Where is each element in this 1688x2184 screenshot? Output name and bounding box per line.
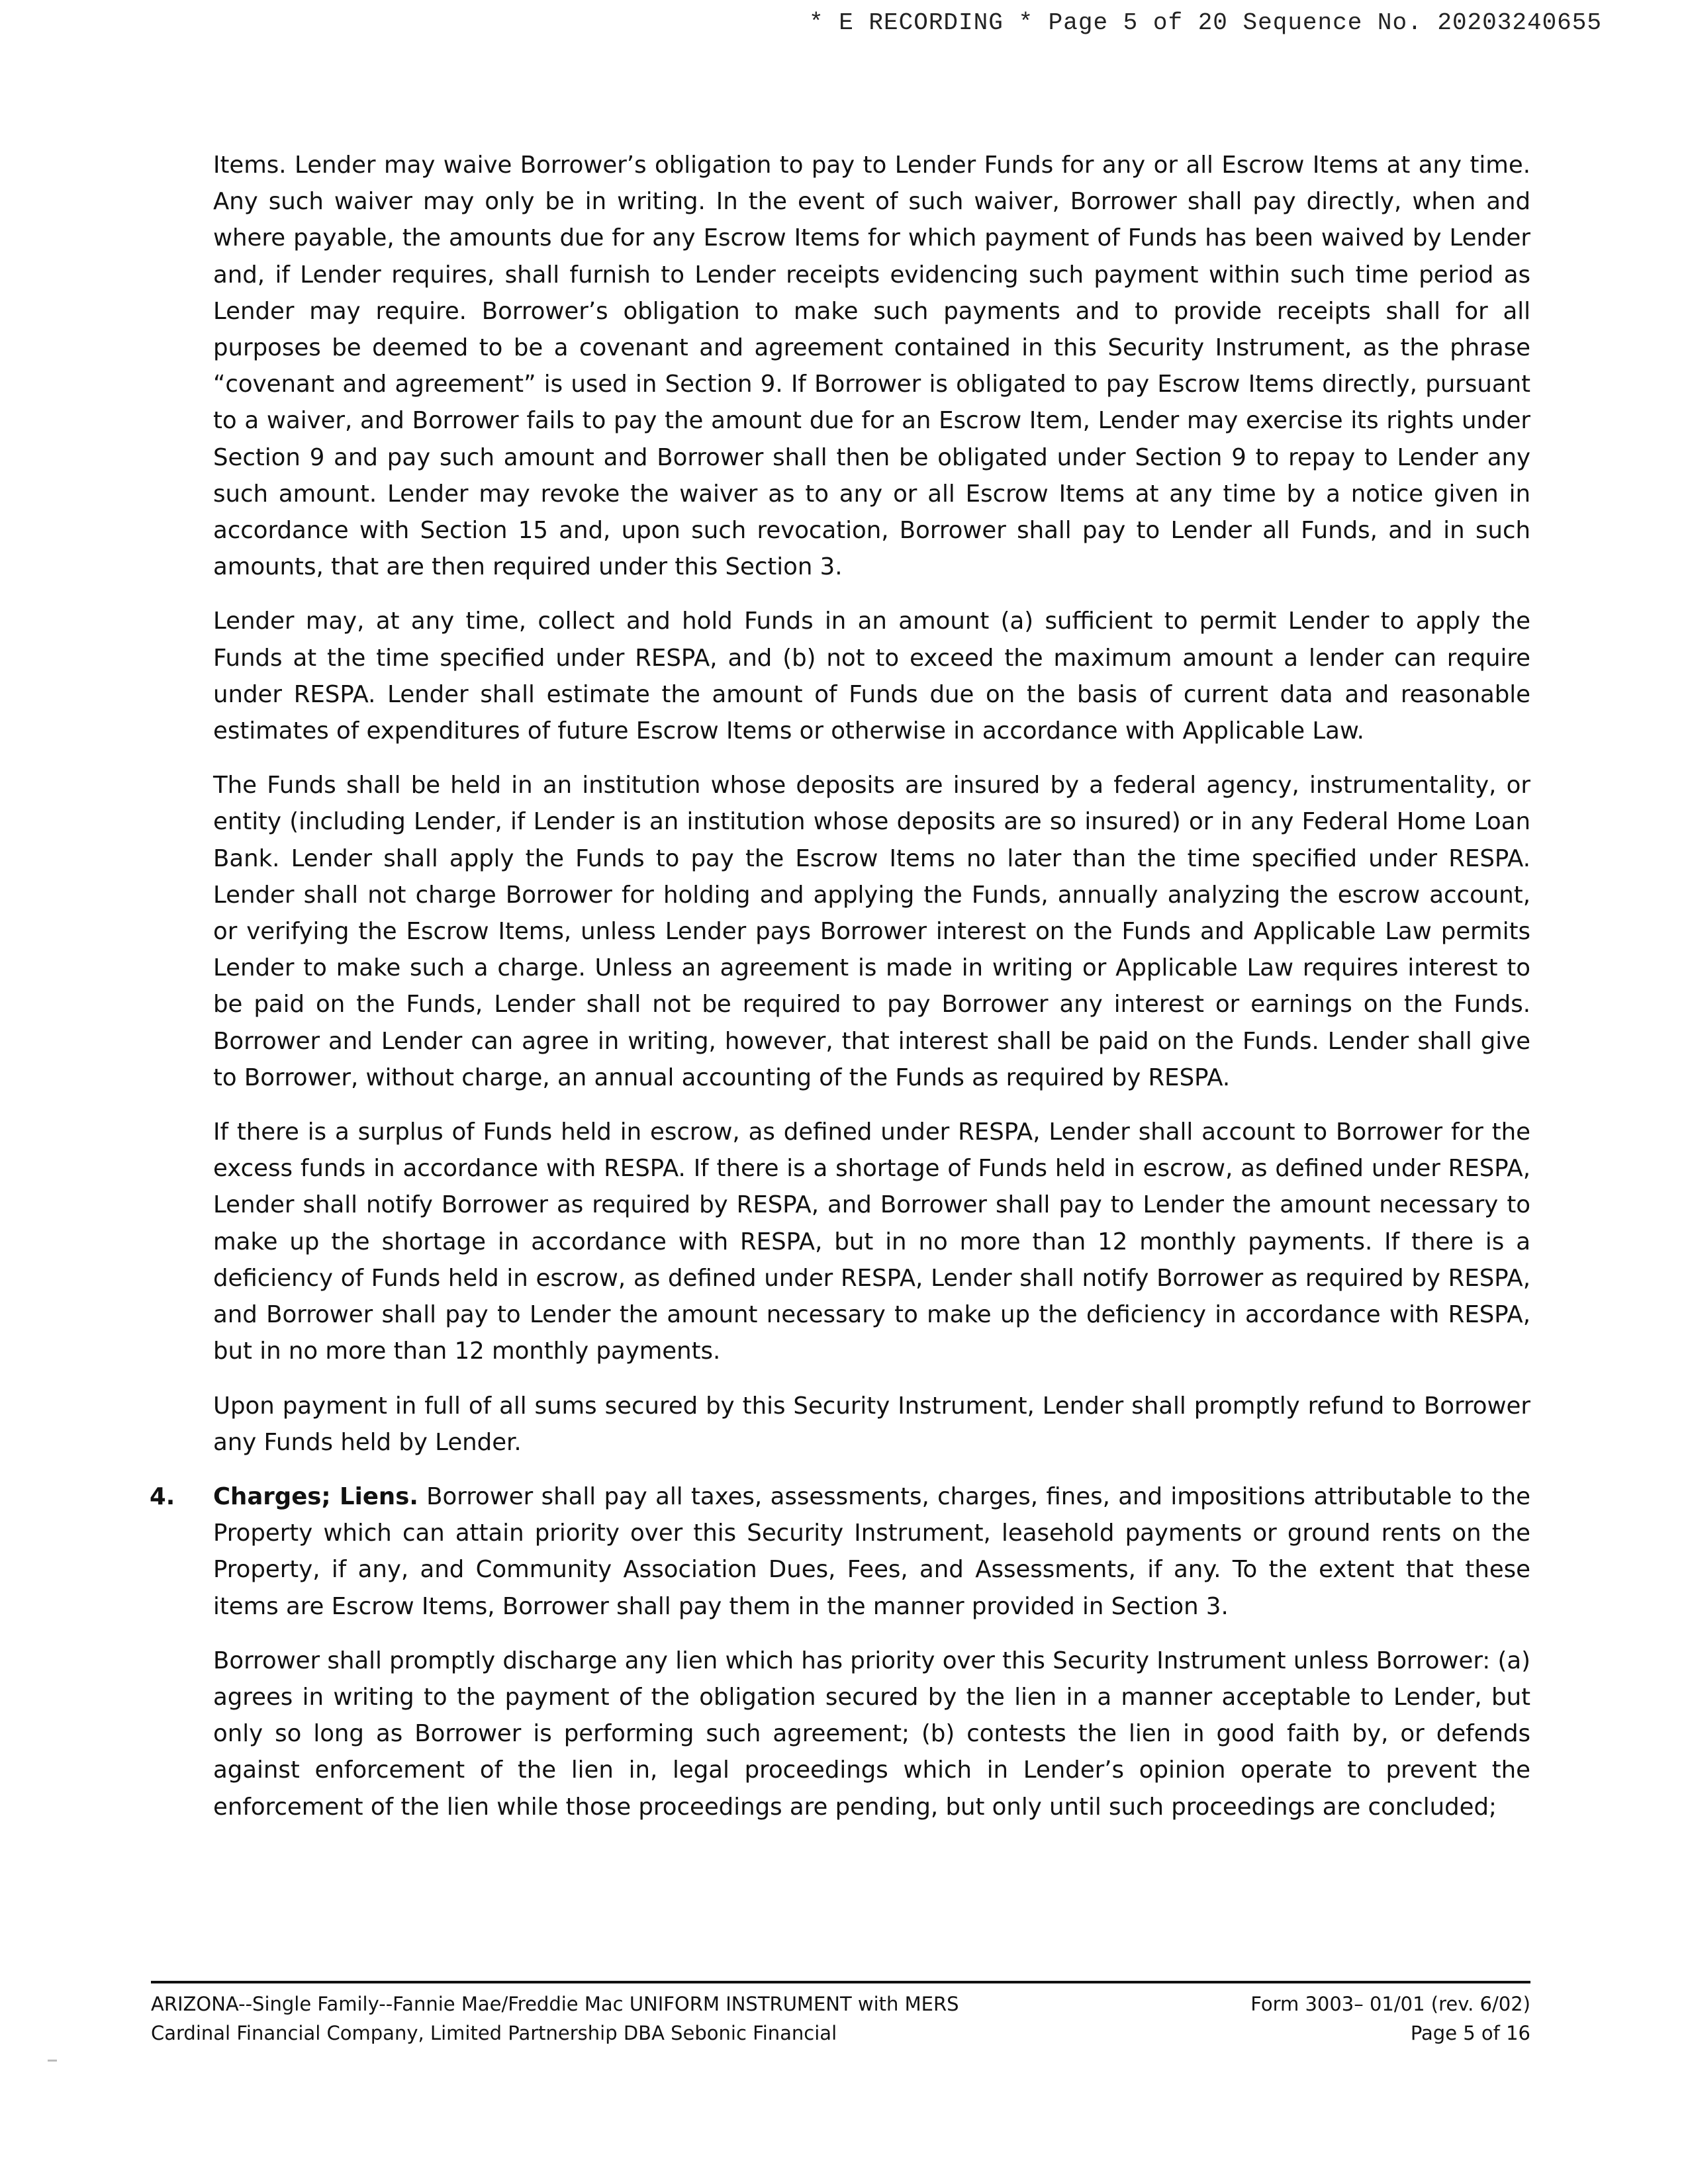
footer-divider xyxy=(151,1981,1530,1983)
footer-form-number: Form 3003– 01/01 (rev. 6/02) xyxy=(1250,1993,1530,2015)
paragraph-funds-held: The Funds shall be held in an institution whose deposits are insured by a federal agency, instrumentality, or entity (including Lender, if Lender is an institution whose deposits are so insured) or in any Federal Home Loan Bank. Lender shall apply the Funds to pay the Escrow Items no later than the time specified under RESPA. Lender shall not charge Borrower for holding and applying the Funds, annually analyzing the escrow account, or verifying the Escrow Items, unless Lender pays Borrower interest on the Funds and Applicable Law permits Lender to make such a charge. Unless an agreement is made in writing or Applicable Law requires interest to be paid on the Funds, Lender shall not be required to pay Borrower any interest or earnings on the Funds. Borrower and Lender can agree in writing, however, that interest shall be paid on the Funds. Lender shall give to Borrower, without charge, an annual accounting of the Funds as required by RESPA. xyxy=(213,772,1530,1091)
section-4-charges-liens xyxy=(150,1479,1530,1625)
footer-page-number: Page 5 of 16 xyxy=(1410,2022,1530,2044)
page-footer xyxy=(151,1989,1530,2048)
paragraph-escrow-waiver: Items. Lender may waive Borrower’s obligation to pay to Lender Funds for any or all Escrow Items at any time. Any such waiver may only be in writing. In the event of such waiver, Borrower shall pay directly, when and where payable, the amounts due for any Escrow Items for which payment of Funds has been waived by Lender and, if Lender requires, shall furnish to Lender receipts evidencing such payment within such time period as Lender may require. Borrower’s obligation to make such payments and to provide receipts shall for all purposes be deemed to be a covenant and agreement contained in this Security Instrument, as the phrase “covenant and agreement” is used in Section 9. If Borrower is obligated to pay Escrow Items directly, pursuant to a waiver, and Borrower fails to pay the amount due for an Escrow Item, Lender may exercise its rights under Section 9 and pay such amount and Borrower shall then be obligated under Section 9 to repay to Lender any such amount. Lender may revoke the waiver as to any or all Escrow Items at any time by a notice given in accordance with Section 15 and, upon such revocation, Borrower shall pay to Lender all Funds, and in such amounts, that are then required under this Section 3. xyxy=(213,152,1530,581)
footer-row-2 xyxy=(151,2019,1530,2048)
footer-lender-name: Cardinal Financial Company, Limited Partnership DBA Sebonic Financial xyxy=(151,2022,837,2044)
recording-header: * E RECORDING * Page 5 of 20 Sequence No. 20203240655 xyxy=(809,9,1602,36)
document-body xyxy=(150,147,1530,1843)
footer-form-title: ARIZONA--Single Family--Fannie Mae/Freddie Mac UNIFORM INSTRUMENT with MERS xyxy=(151,1993,959,2015)
section-text: Borrower shall pay all taxes, assessments, charges, fines, and impositions attributable to the Property which can attain priority over this Security Instrument, leasehold payments or ground rents on the Property, if any, and Community Association Dues, Fees, and Assessments, if any. To the extent that these items are Escrow Items, Borrower shall pay them in the manner provided in Section 3. xyxy=(213,1482,1530,1620)
section-number: 4. xyxy=(150,1482,175,1510)
section-heading: Charges; Liens. xyxy=(213,1482,418,1510)
footer-row-1 xyxy=(151,1989,1530,2019)
paragraph-surplus-shortage: If there is a surplus of Funds held in escrow, as defined under RESPA, Lender shall account to Borrower for the excess funds in accordance with RESPA. If there is a shortage of Funds held in escrow, as defined under RESPA, Lender shall notify Borrower as required by RESPA, and Borrower shall pay to Lender the amount necessary to make up the shortage in accordance with RESPA, but in no more than 12 monthly payments. If there is a deficiency of Funds held in escrow, as defined under RESPA, Lender shall notify Borrower as required by RESPA, and Borrower shall pay to Lender the amount necessary to make up the deficiency in accordance with RESPA, but in no more than 12 monthly payments. xyxy=(213,1118,1530,1365)
scan-mark xyxy=(48,2060,57,2062)
paragraph-refund: Upon payment in full of all sums secured by this Security Instrument, Lender shall promptly refund to Borrower any Funds held by Lender. xyxy=(213,1392,1530,1456)
paragraph-funds-amount: Lender may, at any time, collect and hold Funds in an amount (a) sufficient to permit Lender to apply the Funds at the time specified under RESPA, and (b) not to exceed the maximum amount a lender can require under RESPA. Lender shall estimate the amount of Funds due on the basis of current data and reasonable estimates of expenditures of future Escrow Items or otherwise in accordance with Applicable Law. xyxy=(213,608,1530,745)
paragraph-lien-discharge: Borrower shall promptly discharge any lien which has priority over this Security Instrument unless Borrower: (a) agrees in writing to the payment of the obligation secured by the lien in a manner acceptable to Lender, but only so long as Borrower is performing such agreement; (b) contests the lien in good faith by, or defends against enforcement of the lien in, legal proceedings which in Lender’s opinion operate to prevent the enforcement of the lien while those proceedings are pending, but only until such proceedings are concluded; xyxy=(213,1647,1530,1821)
